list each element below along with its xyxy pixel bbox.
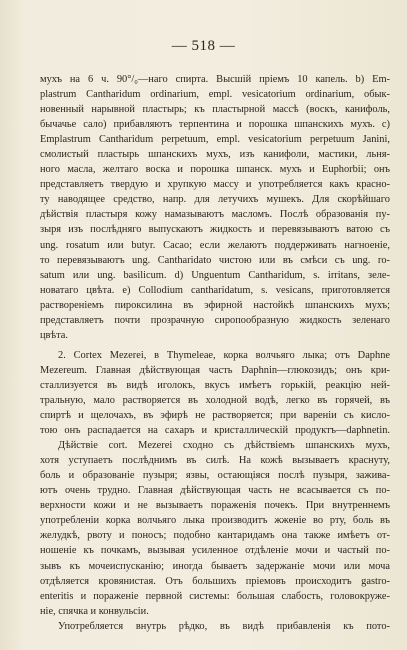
text-line: ношеніе къ почкамъ, вызывая усиленное отдѣленіе мочи и частый по- [40,545,390,557]
text-line: употребленіи корка волчьяго лыка производитъ жженіе во рту, боль въ [40,515,390,527]
text-line: дѣйствія пластыря кожу намазываютъ масломъ. Послѣ образованія пу- [40,209,390,221]
text-line: желудкѣ, рвоту и поносъ; подобно кантаридамъ она также имѣетъ от- [40,530,390,542]
text-line: тою онъ распадается на сахаръ и кристаллическій продуктъ—daphnetin. [40,425,390,437]
text-line: бычачье сало) прибавляютъ терпентина и порошка шпанскихъ мухъ. c) [40,119,390,131]
text-line: смолистый пластырь шпанскихъ мухъ, изъ канифоли, мастики, льня- [40,149,390,161]
text-line: мухъ на 6 ч. 90°/₀—наго спирта. Высшій пріемъ 10 капель. b) Em- [40,74,390,85]
text-line: ного масла, желтаго воска и порошка шпанск. мухъ и Euphorbii; онъ [40,164,390,176]
text-line: верхности кожи и не вызываетъ пораженія почекъ. При внутреннемъ [40,500,390,512]
text-line: представляетъ почти прозрачную сиропообразную жидкость зеленаго [40,314,390,326]
text-line: зывъ къ мочеиспусканію; иногда бываетъ задержаніе мочи или моча [40,560,390,572]
text-line: новатаго цвѣта. e) Collodium cantharidatum, s. vesicans, приготовляется [40,284,390,296]
text-line: plastrum Cantharidum ordinarium, empl. vesicatorium ordinarium, обык- [40,89,390,101]
text-line: ніе, спячка и конвульсіи. [40,605,149,617]
text-line: представляетъ твердую и хрупкую массу и употребляется какъ красно- [40,179,390,191]
text-line: хотя уступаетъ послѣднимъ въ силѣ. На кожѣ вызываетъ краснуту, [40,455,390,467]
text-line: Дѣйствіе cort. Mezerei сходно съ дѣйствіемъ шпанскихъ мухъ, [58,440,390,452]
text-line: спиртѣ и щелочахъ, въ эфирѣ не растворяется; при вареніи съ кисло- [40,410,390,422]
text-line: цвѣта. [40,329,68,341]
text-line: то перевязываютъ ung. Cantharidato чистою или въ смѣси съ ung. ro- [40,254,390,266]
text-line: Употребляется внутрь рѣдко, въ видѣ прибавленія къ пото- [58,620,390,632]
text-line: 2. Cortex Mezerei, в Thymeleae, корка волчьяго лыка; отъ Daphne [58,349,390,361]
body-text [40,72,390,634]
text-line: ту наводящее средство, напр. для летучихъ мушекъ. Для скорѣйшаго [40,194,390,206]
text-line: сталлизуется въ видѣ иголокъ, вкусъ имѣетъ горькій, реакцію ней- [40,379,390,391]
page-number: — 518 — [171,38,236,54]
text-line: ютъ очень трудно. Главная дѣйствующая часть не всасывается съ по- [40,485,390,497]
text-line: enteritis и пораженіе первной системы: большая слабость, головокруже- [40,590,390,602]
text-line: Mezereum. Главная дѣйствующая часть Daphnin—глюкозидъ; онъ кри- [40,364,390,376]
text-line: Emplastrum Cantharidum perpetuum, empl. vesicatorium perpetuum Janini, [40,134,390,146]
text-line: новенный нарывной пластырь; къ пластырной массѣ (воскъ, канифоль, [40,104,390,116]
text-line: отдѣляется кровянистая. Отъ большихъ пріемовъ происходитъ gastro- [40,575,390,587]
text-line: ung. rosatum или butyr. Cacao; если желаютъ поддерживать нагноеніе, [40,239,390,251]
text-line: зыря изъ послѣдняго выпускаютъ жидкость и перевязываютъ ватою съ [40,224,390,236]
text-line: тральную, мало растворяется въ холодной водѣ, легко въ горячей, въ [40,394,390,406]
text-line: раствореніемъ пироксилина въ эфирной настойкѣ шпанскихъ мухъ; [40,299,390,311]
text-line: боль и образованіе пузыря; язвы, остающіяся послѣ пузыря, зажива- [40,470,390,482]
text-line: satum или ung. basilicum. d) Unguentum Cantharidum, s. irritans, зеле- [40,269,390,281]
